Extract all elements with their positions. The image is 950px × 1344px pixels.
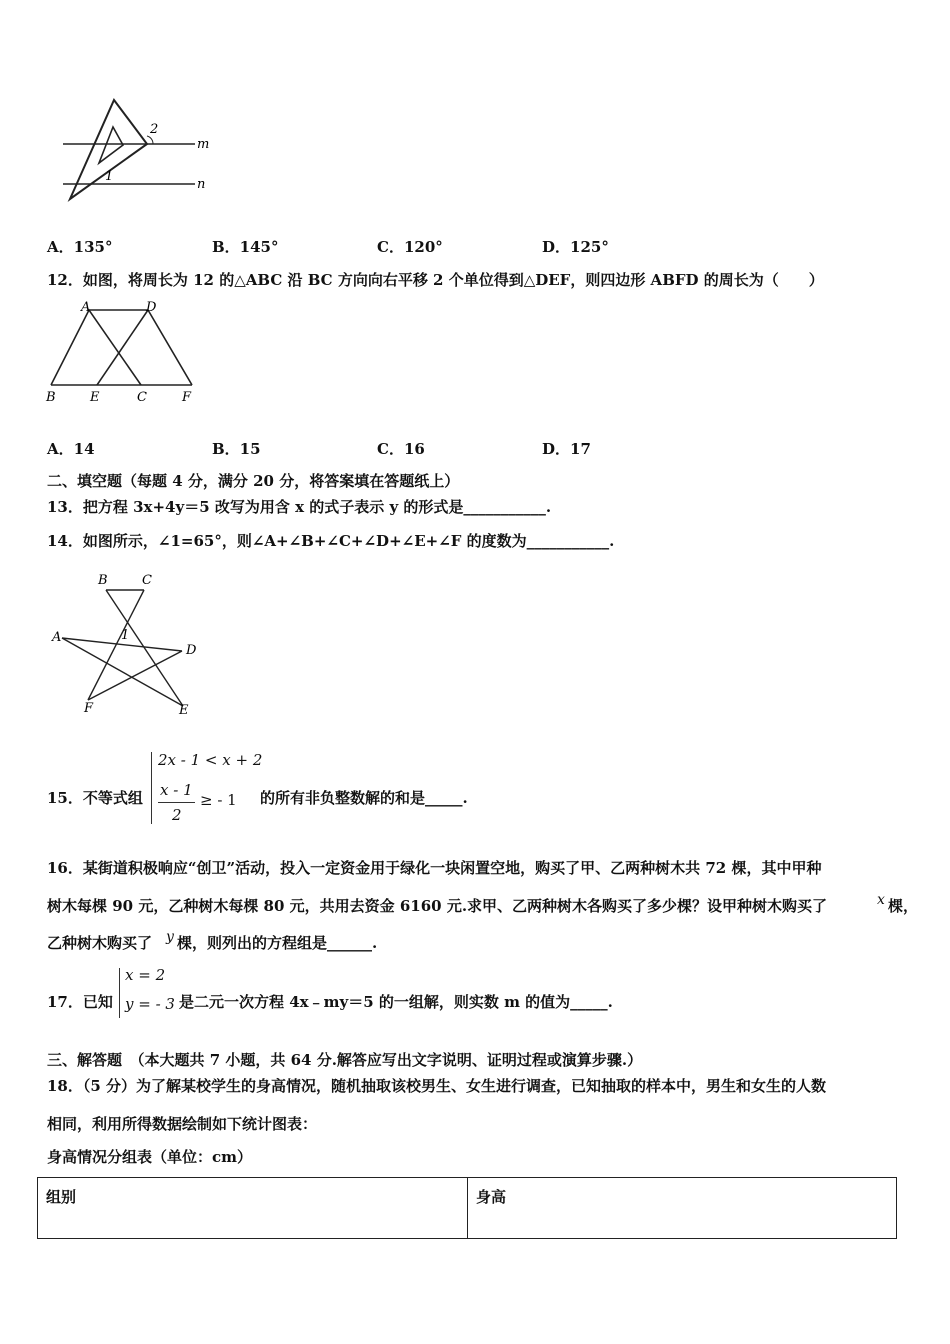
q16-line-3a: 乙种树木购买了 [47, 934, 153, 952]
label-b: B [46, 390, 56, 405]
q16-var-x: x [877, 892, 885, 908]
q15-suffix: 的所有非负整数解的和是_____. [260, 789, 468, 807]
q15-fraction-denominator: 2 [172, 806, 182, 824]
q12-choice-a[interactable]: A．14 [47, 440, 95, 458]
label-d: D [146, 300, 157, 315]
angle-2-arc [147, 136, 153, 144]
q12-stem: 12．如图，将周长为 12 的△ABC 沿 BC 方向向右平移 2 个单位得到△DEF，则四边形 ABFD 的周长为（ ） [47, 271, 824, 289]
label-a: A [52, 630, 62, 645]
label-m: m [197, 137, 210, 152]
label-e: E [179, 703, 189, 718]
q11-figure [55, 95, 225, 207]
label-a: A [81, 300, 91, 315]
q12-figure [40, 298, 205, 406]
q17-prefix: 17．已知 [47, 993, 113, 1011]
label-n: n [197, 177, 206, 192]
q12-choice-d[interactable]: D．17 [542, 440, 591, 458]
height-group-table [37, 1177, 897, 1239]
triangle-def [97, 310, 192, 385]
triangle-abc [51, 310, 141, 385]
q15-fraction-numerator: x - 1 [160, 781, 193, 799]
section-2-title: 二、填空题（每题 4 分，满分 20 分，将答案填在答题纸上） [47, 472, 460, 490]
q16-line-1: 16．某街道积极响应“创卫”活动，投入一定资金用于绿化一块闲置空地，购买了甲、乙两种树木共 72 棵，其中甲种 [47, 859, 822, 877]
table-header-row [38, 1178, 897, 1239]
label-angle-1: 1 [105, 169, 114, 184]
q17-suffix: 是二元一次方程 4x﹣my＝5 的一组解，则实数 m 的值为_____. [179, 993, 613, 1011]
section-3-title: 三、解答题 （本大题共 7 小题，共 64 分.解答应写出文字说明、证明过程或演算步骤.） [47, 1051, 643, 1069]
q16-line-2b: 棵， [888, 897, 919, 915]
segment-d-f [88, 651, 182, 700]
q11-choice-c[interactable]: C．120° [377, 238, 443, 256]
q15-inequality-1: 2x - 1 < x + 2 [158, 751, 263, 769]
q16-line-3b: 棵，则列出的方程组是______. [177, 934, 378, 952]
q12-choice-c[interactable]: C．16 [377, 440, 425, 458]
q18-table-title: 身高情况分组表（单位：cm） [47, 1148, 253, 1166]
segment-b-e [106, 590, 183, 706]
q17-eq-1: x = 2 [125, 966, 166, 984]
label-d: D [186, 643, 197, 658]
q18-line-2: 相同，利用所得数据绘制如下统计图表： [47, 1115, 318, 1133]
q16-line-2a: 树木每棵 90 元，乙种树木每棵 80 元，共用去资金 6160 元.求甲、乙两种树木各购买了多少棵？设甲种树木购买了 [47, 897, 828, 915]
label-c: C [142, 573, 152, 588]
label-e: E [90, 390, 100, 405]
q11-choice-d[interactable]: D．125° [542, 238, 609, 256]
segment-a-e [62, 638, 183, 706]
q18-line-1: 18．（5 分）为了解某校学生的身高情况，随机抽取该校男生、女生进行调查，已知抽取的样本中，男生和女生的人数 [47, 1077, 827, 1095]
q17-brace [119, 968, 120, 1018]
label-f: F [84, 701, 94, 716]
q15-inequality-2-rest: ≥ - 1 [200, 791, 237, 809]
label-angle-2: 2 [150, 122, 159, 137]
q12-choice-b[interactable]: B．15 [212, 440, 261, 458]
q15-brace [151, 752, 152, 824]
q17-eq-2: y = - 3 [125, 995, 175, 1013]
label-one: 1 [121, 628, 130, 643]
q14-figure [48, 568, 208, 718]
header-height: 身高 [468, 1178, 897, 1239]
q15-prefix: 15．不等式组 [47, 789, 143, 807]
label-b: B [98, 573, 108, 588]
q16-var-y: y [166, 929, 174, 945]
q13-stem: 13．把方程 3x+4y＝5 改写为用含 x 的式子表示 y 的形式是___________. [47, 498, 552, 516]
inner-triangle [99, 127, 123, 163]
q15-fraction-bar [158, 802, 195, 803]
segment-c-f [88, 590, 144, 700]
q11-choice-a[interactable]: A．135° [47, 238, 113, 256]
q14-stem: 14．如图所示，∠1=65°，则∠A+∠B+∠C+∠D+∠E+∠F 的度数为___________. [47, 532, 615, 550]
q11-choice-b[interactable]: B．145° [212, 238, 279, 256]
label-c: C [137, 390, 147, 405]
label-f: F [182, 390, 192, 405]
header-group: 组别 [38, 1178, 468, 1239]
